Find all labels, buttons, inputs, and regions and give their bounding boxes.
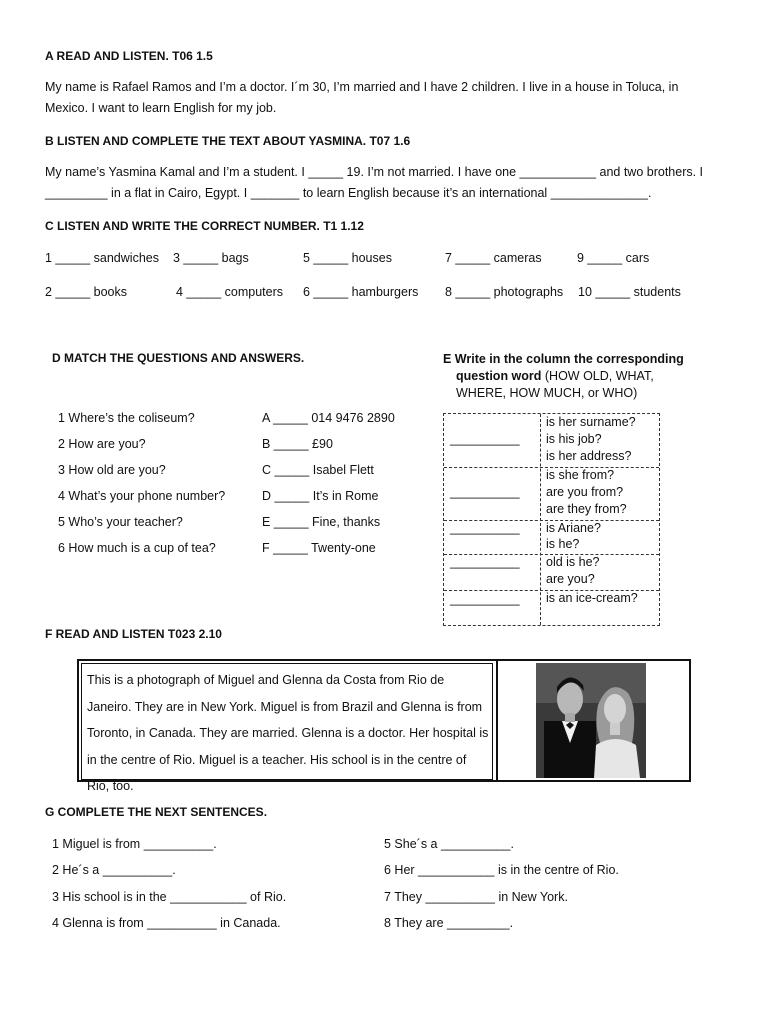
section-e-heading-rest: (HOW OLD, WHAT, [541,369,654,383]
section-b-text: My name’s Yasmina Kamal and I’m a student. I _____ 19. I’m not married. I have one ___________ and two brothers. I _________ in a flat in Cairo, Egypt. I _______ to learn English because it’s an international ______________. [45,165,704,200]
sentence-item: 7 They __________ in New York. [384,890,568,904]
section-g-heading: G COMPLETE THE NEXT SENTENCES. [45,805,268,819]
section-f-heading: F READ AND LISTEN T023 2.10 [45,627,222,641]
section-e-heading-bold: question word [456,369,542,383]
list-item: 9 _____ cars [577,251,650,265]
answer-item: C _____ Isabel Flett [262,463,374,477]
section-e-heading-line-3: WHERE, HOW MUCH, or WHO) [456,386,638,400]
reading-box [77,659,691,793]
list-item: 5 _____ houses [303,251,392,265]
section-d-heading: D MATCH THE QUESTIONS AND ANSWERS. [52,351,305,365]
section-e-heading [443,351,684,402]
question-item: 3 How old are you? [58,463,166,477]
answer-item: D _____ It’s in Rome [262,489,379,503]
list-item: 2 _____ books [45,285,128,299]
answer-item: F _____ Twenty-one [262,541,376,555]
answer-item: E _____ Fine, thanks [262,515,381,529]
section-c-heading: C LISTEN AND WRITE THE CORRECT NUMBER. T1 1.12 [45,219,364,233]
list-item: 3 _____ bags [173,251,249,265]
question-item: 5 Who’s your teacher? [58,515,183,529]
box-divider [496,661,498,780]
sentence-item: 4 Glenna is from __________ in Canada. [52,916,281,930]
table-row: is she from? [546,468,615,482]
question-item: 2 How are you? [58,437,146,451]
answer-blank[interactable]: __________ [450,592,520,606]
sentence-item: 2 He´s a __________. [52,863,176,877]
list-item: 10 _____ students [578,285,681,299]
table-row: is an ice-cream? [546,591,638,605]
table-row: is her address? [546,449,632,463]
section-b-heading: B LISTEN AND COMPLETE THE TEXT ABOUT YASMINA. T07 1.6 [45,134,411,148]
answer-blank[interactable]: __________ [450,521,520,535]
question-item: 1 Where’s the coliseum? [58,411,195,425]
answer-item: B _____ £90 [262,437,333,451]
list-item: 8 _____ photographs [445,285,564,299]
table-row: old is he? [546,555,600,569]
sentence-item: 5 She´s a __________. [384,837,514,851]
table-row: is his job? [546,432,602,446]
list-item: 7 _____ cameras [445,251,542,265]
table-row: is her surname? [546,415,636,429]
question-item: 6 How much is a cup of tea? [58,541,216,555]
couple-photograph [536,663,646,778]
table-row: are they from? [546,502,627,516]
question-word-table [443,413,660,626]
section-a-heading: A READ AND LISTEN. T06 1.5 [45,49,213,63]
question-item: 4 What’s your phone number? [58,489,226,503]
table-row: are you? [546,572,595,586]
sentence-item: 3 His school is in the ___________ of Rio. [52,890,287,904]
photo-image [536,663,646,778]
list-item: 4 _____ computers [176,285,284,299]
section-a-text: My name is Rafael Ramos and I’m a doctor. I´m 30, I’m married and I have 2 children. I live in a house in Toluca, in Mexico. I want to learn English for my job. [45,80,679,115]
answer-item: A _____ 014 9476 2890 [262,411,395,425]
list-item: 6 _____ hamburgers [303,285,419,299]
section-e-heading-line-1: E Write in the column the corresponding [443,352,684,366]
sentence-item: 6 Her ___________ is in the centre of Rio. [384,863,619,877]
answer-blank[interactable]: __________ [450,555,520,569]
sentence-item: 1 Miguel is from __________. [52,837,217,851]
answer-blank[interactable]: __________ [450,432,520,446]
table-row: is he? [546,537,580,551]
table-row: is Ariane? [546,521,601,535]
answer-blank[interactable]: __________ [450,485,520,499]
list-item: 1 _____ sandwiches [45,251,159,265]
section-f-text: This is a photograph of Miguel and Glenna da Costa from Rio de Janeiro. They are in New York. Miguel is from Brazil and Glenna is from Toronto, in Canada. They are married. Glenna is a doctor. Her hospital is in the centre of Rio. Miguel is a teacher. His school is in the centre of Rio, too. [87,673,489,793]
table-row: are you from? [546,485,624,499]
sentence-item: 8 They are _________. [384,916,514,930]
